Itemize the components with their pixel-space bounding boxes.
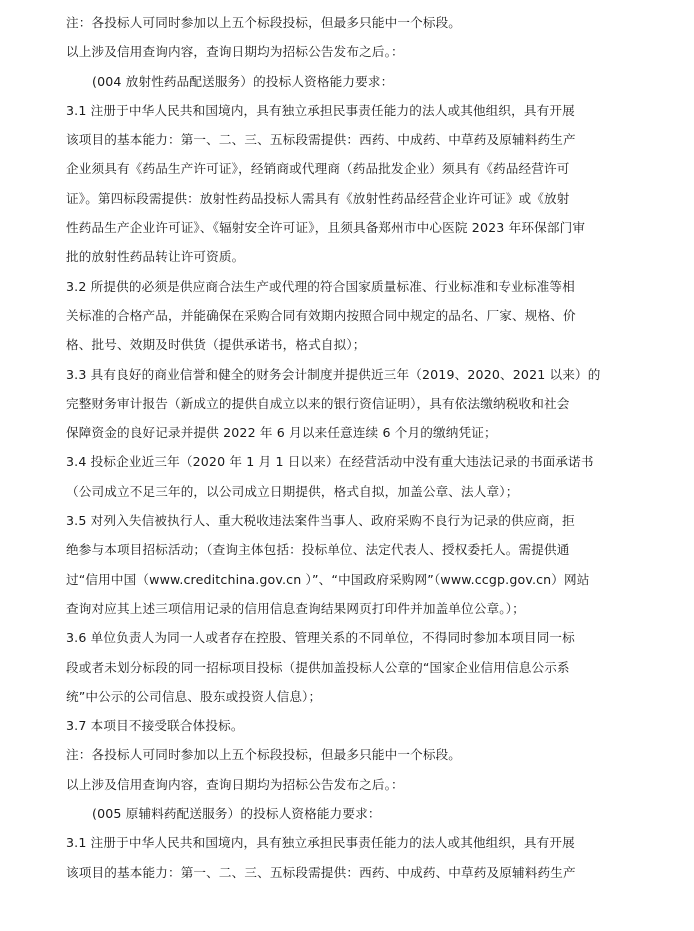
paragraph-line: 3.1 注册于中华人民共和国境内，具有独立承担民事责任能力的法人或其他组织，具有开展 bbox=[66, 835, 575, 851]
paragraph-line: 绝参与本项目招标活动；（查询主体包括：投标单位、法定代表人、授权委托人。需提供通 bbox=[66, 542, 570, 558]
credit-query-note: 以上涉及信用查询内容，查询日期均为招标公告发布之后。： bbox=[66, 44, 404, 60]
paragraph-line: 证》。第四标段需提供：放射性药品投标人需具有《放射性药品经营企业许可证》或《放射 bbox=[66, 190, 570, 206]
paragraph-line: 完整财务审计报告（新成立的提供自成立以来的银行资信证明），具有依法缴纳税收和社会 bbox=[66, 395, 570, 411]
paragraph-line: 批的放射性药品转让许可资质。 bbox=[66, 249, 245, 265]
paragraph-line: 统”中公示的公司信息、股东或投资人信息）； bbox=[66, 688, 322, 704]
paragraph-line: 性药品生产企业许可证》、《辐射安全许可证》，且须具备郑州市中心医院 2023 年环保部门审 bbox=[66, 220, 586, 236]
note-line: 注：各投标人可同时参加以上五个标段投标，但最多只能中一个标段。 bbox=[66, 15, 462, 30]
paragraph-line: 该项目的基本能力：第一、二、三、五标段需提供：西药、中成药、中草药及原辅料药生产 bbox=[66, 132, 576, 148]
paragraph-line: 3.2 所提供的必须是供应商合法生产或代理的符合国家质量标准、行业标准和专业标准等相 bbox=[66, 278, 575, 294]
section-heading-005: (005 原辅料药配送服务）的投标人资格能力要求： bbox=[92, 806, 381, 822]
paragraph-line: 查询对应其上述三项信用记录的信用信息查询结果网页打印件并加盖单位公章。）； bbox=[66, 600, 525, 616]
paragraph-line: 3.3 具有良好的商业信誉和健全的财务会计制度并提供近三年（2019、2020、2021 以来）的 bbox=[66, 366, 601, 382]
paragraph-line: 保障资金的良好记录并提供 2022 年 6 月以来任意连续 6 个月的缴纳凭证； bbox=[66, 425, 497, 441]
section-heading-004: (004 放射性药品配送服务）的投标人资格能力要求： bbox=[92, 73, 394, 89]
paragraph-line: 3.1 注册于中华人民共和国境内，具有独立承担民事责任能力的法人或其他组织，具有开展 bbox=[66, 102, 575, 118]
paragraph-line: 该项目的基本能力：第一、二、三、五标段需提供：西药、中成药、中草药及原辅料药生产 bbox=[66, 864, 576, 880]
paragraph-line: （公司成立不足三年的，以公司成立日期提供，格式自拟，加盖公章、法人章）； bbox=[66, 483, 519, 499]
note-line: 注：各投标人可同时参加以上五个标段投标，但最多只能中一个标段。 bbox=[66, 747, 462, 763]
paragraph-line: 格、批号、效期及时供货（提供承诺书，格式自拟）； bbox=[66, 337, 366, 353]
paragraph-line: 企业须具有《药品生产许可证》，经销商或代理商（药品批发企业）须具有《药品经营许可 bbox=[66, 161, 570, 177]
paragraph-line: 段或者未划分标段的同一招标项目投标（提供加盖投标人公章的“国家企业信用信息公示系 bbox=[66, 659, 570, 675]
paragraph-line: 3.6 单位负责人为同一人或者存在控股、管理关系的不同单位，不得同时参加本项目同一标 bbox=[66, 630, 575, 646]
paragraph-line: 过“信用中国（www.creditchina.gov.cn ）”、“中国政府采购网”（www.ccgp.gov.cn）网站 bbox=[66, 571, 590, 587]
credit-query-note: 以上涉及信用查询内容，查询日期均为招标公告发布之后。： bbox=[66, 776, 404, 792]
paragraph-line: 3.7 本项目不接受联合体投标。 bbox=[66, 718, 244, 734]
paragraph-line: 关标准的合格产品，并能确保在采购合同有效期内按照合同中规定的品名、厂家、规格、价 bbox=[66, 307, 576, 323]
paragraph-line: 3.4 投标企业近三年（2020 年 1 月 1 日以来）在经营活动中没有重大违法记录的书面承诺书 bbox=[66, 454, 594, 470]
paragraph-line: 3.5 对列入失信被执行人、重大税收违法案件当事人、政府采购不良行为记录的供应商，拒 bbox=[66, 513, 575, 529]
